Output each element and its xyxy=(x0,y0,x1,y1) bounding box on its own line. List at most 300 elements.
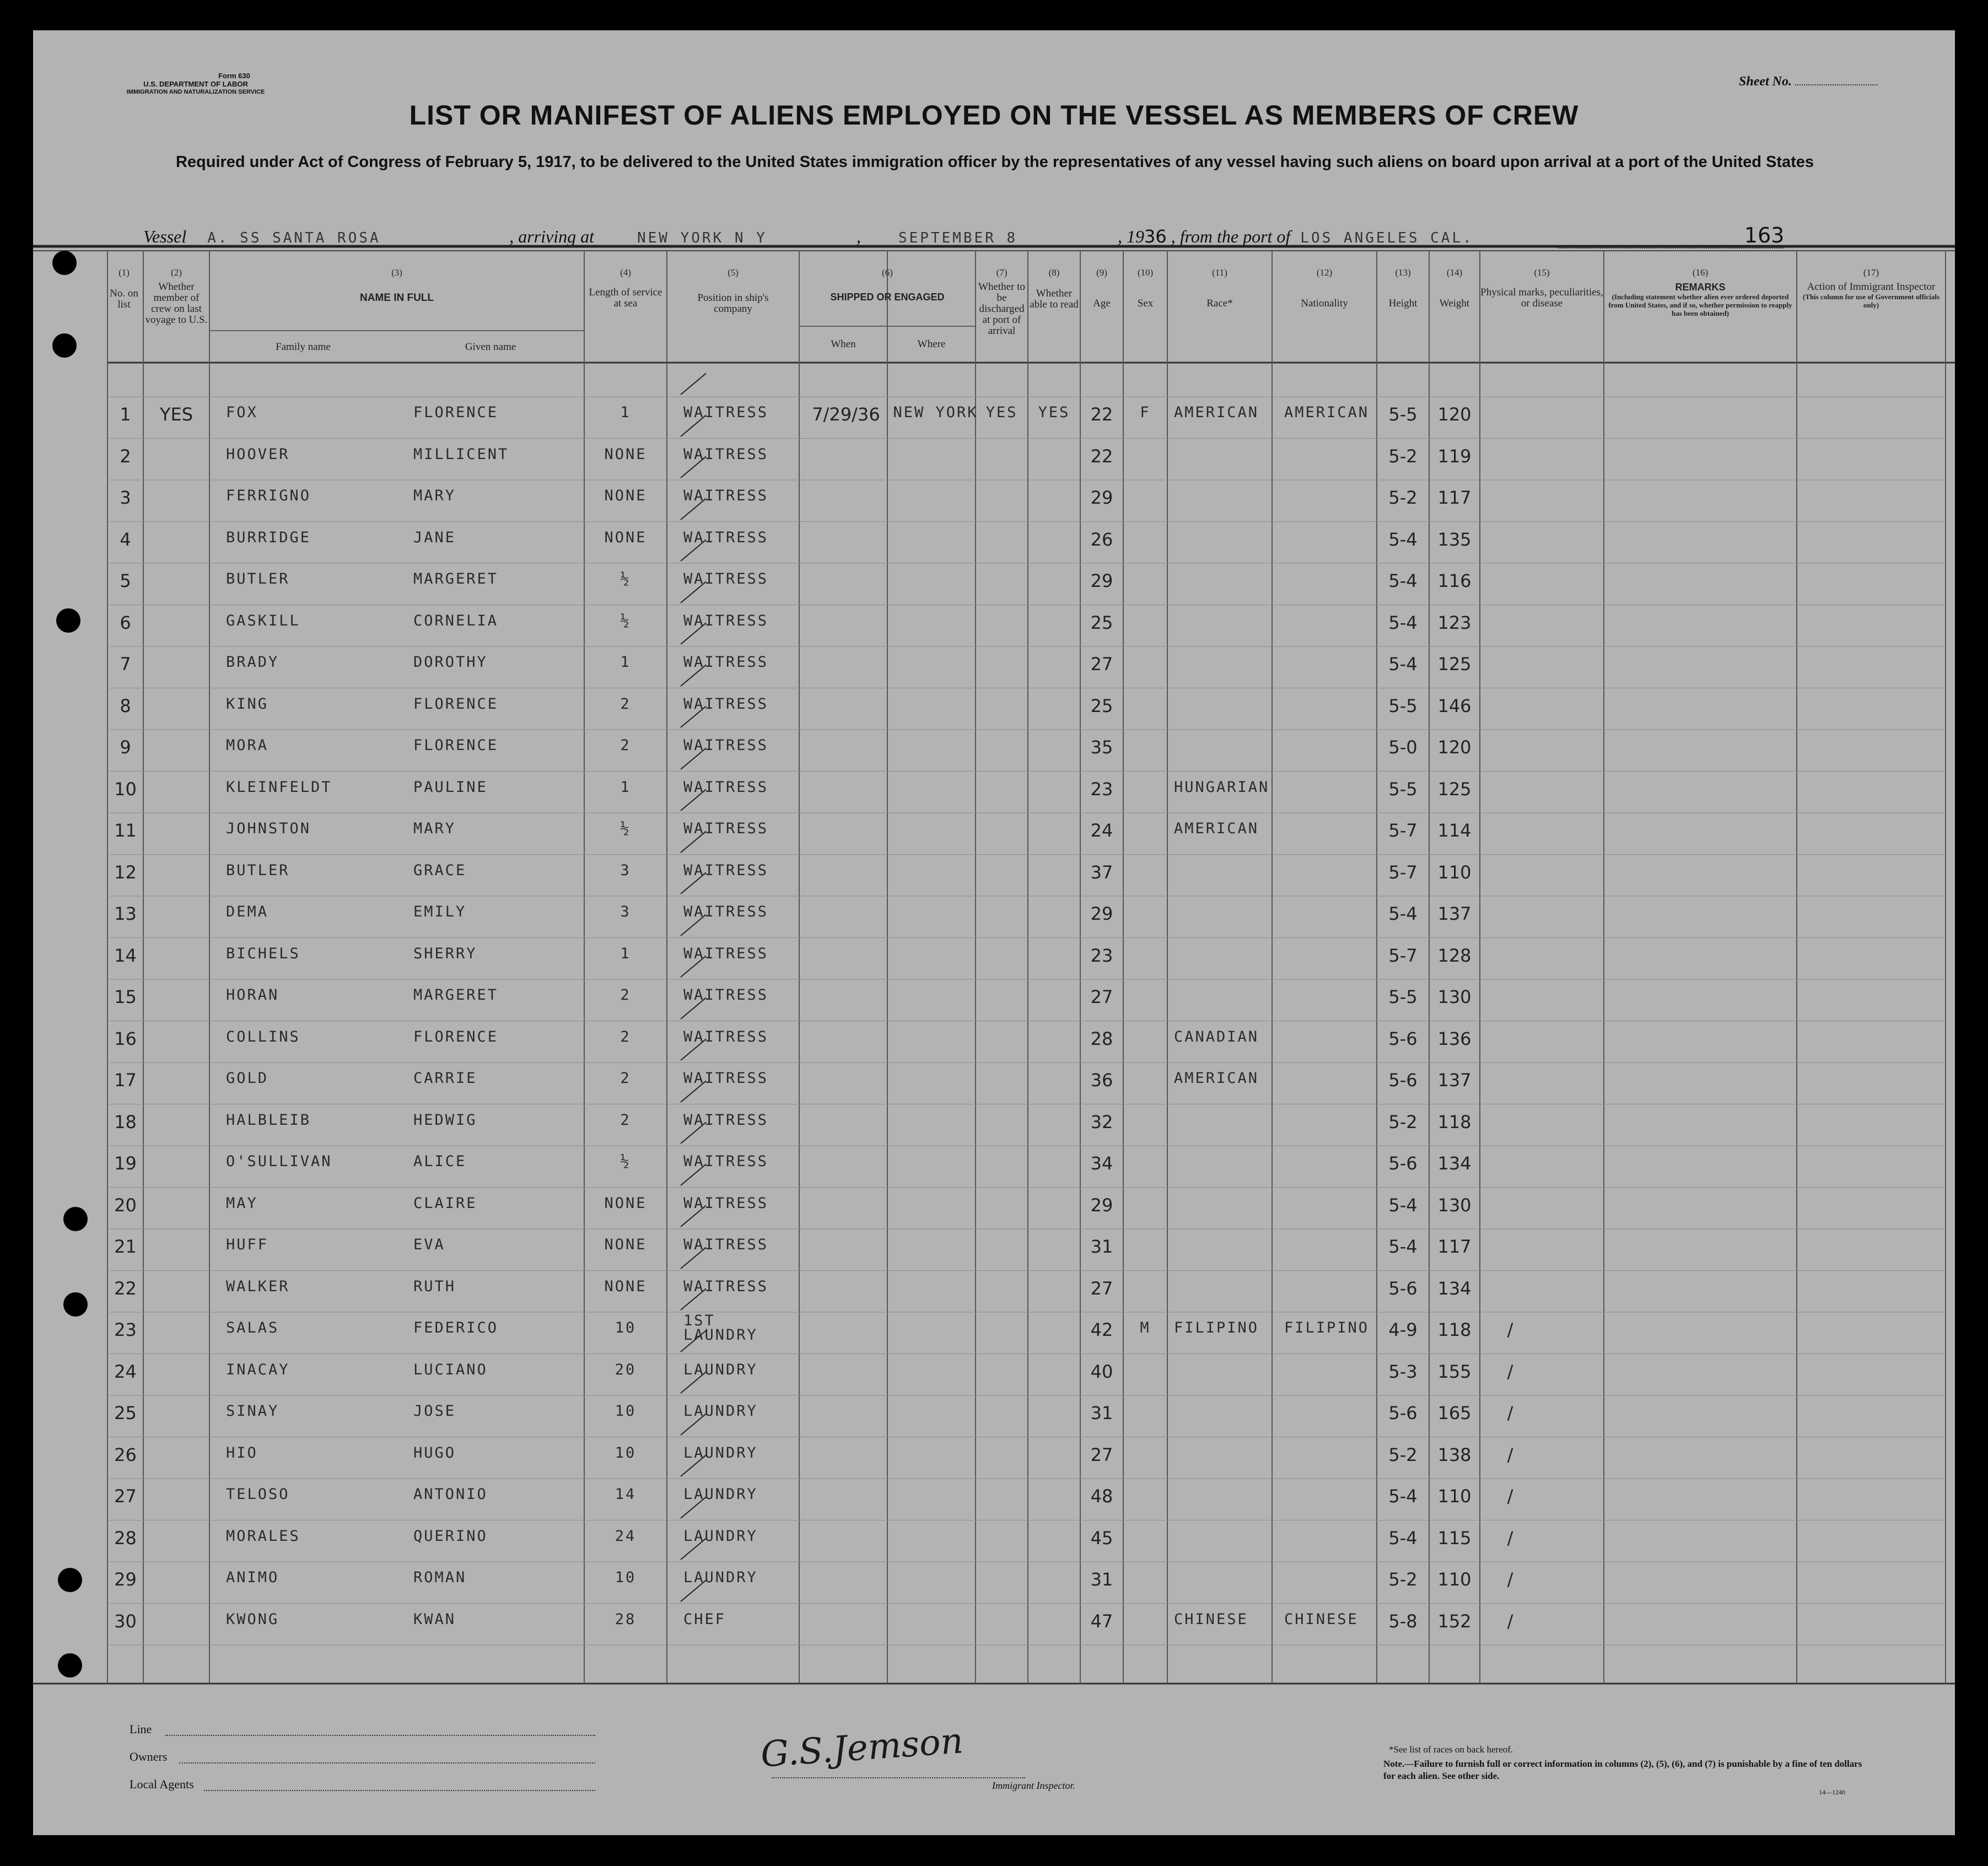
given-name: MARY xyxy=(413,820,456,837)
age: 25 xyxy=(1090,612,1113,633)
service-length: 2 xyxy=(620,1028,631,1045)
service-length: 20 xyxy=(615,1361,637,1378)
family-name: KWONG xyxy=(226,1610,279,1628)
vessel-label: Vessel xyxy=(143,226,187,246)
height: 5-2 xyxy=(1388,445,1418,467)
from-port-label: , from the port of xyxy=(1171,226,1291,246)
footer-owners-field xyxy=(179,1762,595,1763)
height: 5-4 xyxy=(1388,1527,1418,1549)
table-row xyxy=(33,945,1955,987)
service-length: ½ xyxy=(620,570,631,587)
family-name: BURRIDGE xyxy=(226,528,311,546)
given-name: MARGERET xyxy=(413,570,499,587)
department-name: U.S. DEPARTMENT OF LABOR xyxy=(143,80,248,88)
sex: M xyxy=(1140,1319,1151,1336)
position: LAUNDRY xyxy=(683,1486,758,1503)
table-row xyxy=(33,1070,1955,1112)
weight: 115 xyxy=(1437,1527,1472,1549)
age: 36 xyxy=(1090,1070,1113,1091)
table-row xyxy=(33,1528,1955,1570)
age: 27 xyxy=(1090,1277,1113,1299)
position: LAUNDRY xyxy=(683,1444,758,1461)
crew-last-voyage: YES xyxy=(159,404,193,425)
age: 31 xyxy=(1090,1403,1113,1423)
height: 5-6 xyxy=(1388,1028,1418,1049)
manifest-sheet xyxy=(33,30,1955,1835)
service-length: 1 xyxy=(620,654,631,671)
table-row xyxy=(33,487,1955,529)
family-name: KLEINFELDT xyxy=(226,778,332,796)
punch-hole xyxy=(63,1207,88,1231)
service-length: 14 xyxy=(615,1486,637,1503)
family-name: HOOVER xyxy=(226,445,290,463)
given-name: HEDWIG xyxy=(413,1111,477,1129)
height: 5-2 xyxy=(1388,487,1418,508)
age: 27 xyxy=(1090,654,1113,675)
given-name: SHERRY xyxy=(413,945,477,962)
weight: 136 xyxy=(1437,1028,1472,1049)
table-row xyxy=(33,446,1955,488)
weight: 165 xyxy=(1437,1403,1472,1423)
footer-agents-field xyxy=(204,1790,595,1791)
punch-hole xyxy=(52,251,77,275)
weight: 134 xyxy=(1437,1153,1472,1174)
inspector-label: Immigrant Inspector. xyxy=(992,1780,1075,1791)
col7-header: (7) Whether to be discharged at port of arrival xyxy=(978,267,1025,337)
table-row xyxy=(33,1278,1955,1320)
able-to-read: YES xyxy=(1038,404,1070,421)
service-length: 10 xyxy=(615,1569,637,1586)
row-number: 28 xyxy=(114,1527,137,1549)
family-name: FERRIGNO xyxy=(226,487,311,504)
table-row xyxy=(33,570,1955,612)
service-length: 2 xyxy=(620,737,631,754)
weight: 110 xyxy=(1437,1569,1472,1590)
weight: 110 xyxy=(1437,1486,1472,1507)
comma-sep: , xyxy=(856,226,861,246)
family-name: MORALES xyxy=(226,1527,300,1545)
height: 5-4 xyxy=(1388,528,1418,550)
age: 34 xyxy=(1090,1153,1113,1174)
service-length: NONE xyxy=(604,528,647,546)
service-length: NONE xyxy=(604,445,647,463)
row-number: 30 xyxy=(114,1610,137,1632)
service-name: IMMIGRATION AND NATURALIZATION SERVICE xyxy=(126,89,265,95)
family-name: FOX xyxy=(226,404,258,421)
row-number: 26 xyxy=(114,1444,137,1465)
row-number: 1 xyxy=(120,404,131,425)
table-row xyxy=(33,1403,1955,1444)
service-length: 10 xyxy=(615,1403,637,1420)
position: WAITRESS xyxy=(683,1277,769,1295)
weight: 110 xyxy=(1437,861,1472,883)
family-name: GASKILL xyxy=(226,612,300,629)
service-length: 10 xyxy=(615,1444,637,1461)
col5-header: (5) Position in ship's company xyxy=(697,267,769,315)
height: 5-4 xyxy=(1388,570,1418,591)
given-name: MARGERET xyxy=(413,986,499,1004)
table-row xyxy=(33,779,1955,821)
position: WAITRESS xyxy=(683,903,769,920)
weight: 138 xyxy=(1437,1444,1472,1465)
col17-header: (17) Action of Immigrant Inspector (This column for use of Government officials only) xyxy=(1802,267,1940,309)
race: AMERICAN xyxy=(1174,1070,1259,1087)
service-length: ½ xyxy=(620,820,631,837)
family-name: BICHELS xyxy=(226,945,300,962)
age: 40 xyxy=(1090,1361,1113,1382)
given-name: JOSE xyxy=(413,1403,456,1420)
col13-header: (13) Height xyxy=(1388,267,1418,309)
position: LAUNDRY xyxy=(683,1569,758,1586)
given-name: MARY xyxy=(413,487,456,504)
weight: 117 xyxy=(1437,1236,1472,1257)
race: CANADIAN xyxy=(1174,1028,1259,1045)
height: 5-4 xyxy=(1388,1236,1418,1257)
height: 4-9 xyxy=(1388,1319,1418,1340)
col3-family-header: Family name xyxy=(276,341,331,353)
height: 5-5 xyxy=(1388,695,1418,716)
position: WAITRESS xyxy=(683,654,769,671)
race: AMERICAN xyxy=(1174,820,1259,837)
height: 5-0 xyxy=(1388,737,1418,758)
age: 35 xyxy=(1090,737,1113,758)
given-name: JANE xyxy=(413,528,456,546)
table-row xyxy=(33,1153,1955,1195)
position: WAITRESS xyxy=(683,1236,769,1253)
age: 42 xyxy=(1090,1319,1113,1340)
family-name: SINAY xyxy=(226,1403,279,1420)
weight: 146 xyxy=(1437,695,1472,716)
col4-header: (4) Length of service at sea xyxy=(589,267,662,309)
weight: 137 xyxy=(1437,903,1472,924)
inspection-mark: / xyxy=(1507,1569,1513,1590)
form-code: 14—1240 xyxy=(1819,1788,1845,1796)
row-number: 27 xyxy=(114,1486,137,1507)
row-number: 4 xyxy=(120,528,131,550)
service-length: 3 xyxy=(620,861,631,879)
inspection-mark: / xyxy=(1507,1610,1513,1632)
family-name: KING xyxy=(226,695,269,713)
given-name: KWAN xyxy=(413,1610,456,1628)
position: LAUNDRY xyxy=(683,1403,758,1420)
col6-header: (6) SHIPPED OR ENGAGED xyxy=(830,267,945,303)
table-row xyxy=(33,1112,1955,1153)
col15-header: (15) Physical marks, peculiarities, or disease xyxy=(1480,267,1603,309)
races-note: *See list of races on back hereof. xyxy=(1389,1744,1513,1755)
height: 5-6 xyxy=(1388,1070,1418,1091)
position: WAITRESS xyxy=(683,404,769,421)
footer-agents-label: Local Agents xyxy=(130,1777,194,1791)
given-name: ALICE xyxy=(413,1153,467,1170)
height: 5-7 xyxy=(1388,945,1418,966)
height: 5-5 xyxy=(1388,986,1418,1007)
weight: 120 xyxy=(1437,737,1472,758)
inspection-mark: / xyxy=(1507,1444,1513,1465)
age: 29 xyxy=(1090,903,1113,924)
inspection-mark: / xyxy=(1507,1361,1513,1382)
family-name: HIO xyxy=(226,1444,258,1461)
row-number: 10 xyxy=(114,778,137,800)
service-length: NONE xyxy=(604,1236,647,1253)
family-name: BUTLER xyxy=(226,570,290,587)
table-row xyxy=(33,986,1955,1028)
year-prefix: , 19 xyxy=(1117,226,1144,246)
age: 27 xyxy=(1090,986,1113,1007)
nationality: FILIPINO xyxy=(1284,1319,1370,1336)
age: 28 xyxy=(1090,1028,1113,1049)
service-length: 3 xyxy=(620,903,631,920)
nationality: AMERICAN xyxy=(1284,404,1370,421)
given-name: FLORENCE xyxy=(413,695,499,713)
given-name: FLORENCE xyxy=(413,1028,499,1045)
age: 23 xyxy=(1090,945,1113,966)
col2-header: (2) Whether member of crew on last voyage to U.S. xyxy=(145,267,208,326)
row-number: 7 xyxy=(120,654,131,675)
given-name: QUERINO xyxy=(413,1527,488,1545)
punch-hole xyxy=(58,1568,82,1592)
given-name: FLORENCE xyxy=(413,404,499,421)
weight: 130 xyxy=(1437,986,1472,1007)
position: WAITRESS xyxy=(683,945,769,962)
weight: 155 xyxy=(1437,1361,1472,1382)
position: WAITRESS xyxy=(683,487,769,504)
weight: 118 xyxy=(1437,1111,1472,1132)
position: WAITRESS xyxy=(683,986,769,1004)
height: 5-2 xyxy=(1388,1111,1418,1132)
age: 48 xyxy=(1090,1486,1113,1507)
age: 47 xyxy=(1090,1610,1113,1632)
position: WAITRESS xyxy=(683,1028,769,1045)
row-number: 21 xyxy=(114,1236,137,1257)
family-name: HALBLEIB xyxy=(226,1111,311,1129)
family-name: COLLINS xyxy=(226,1028,300,1045)
service-length: 2 xyxy=(620,1111,631,1129)
age: 23 xyxy=(1090,778,1113,800)
table-row xyxy=(33,529,1955,571)
table-row xyxy=(33,1611,1955,1653)
service-length: NONE xyxy=(604,1277,647,1295)
given-name: CARRIE xyxy=(413,1070,477,1087)
service-length: ½ xyxy=(620,612,631,629)
weight: 125 xyxy=(1437,654,1472,675)
service-length: 1 xyxy=(620,778,631,796)
age: 25 xyxy=(1090,695,1113,716)
position: LAUNDRY xyxy=(683,1361,758,1378)
height: 5-8 xyxy=(1388,1610,1418,1632)
family-name: WALKER xyxy=(226,1277,290,1295)
row-number: 23 xyxy=(114,1319,137,1340)
table-row xyxy=(33,903,1955,945)
position: WAITRESS xyxy=(683,445,769,463)
position: WAITRESS xyxy=(683,612,769,629)
family-name: MORA xyxy=(226,737,269,754)
table-row xyxy=(33,404,1955,446)
shipped-when: 7/29/36 xyxy=(812,404,880,425)
age: 27 xyxy=(1090,1444,1113,1465)
col11-header: (11) Race* xyxy=(1206,267,1233,309)
col14-header: (14) Weight xyxy=(1439,267,1470,309)
row-number: 13 xyxy=(114,903,137,924)
table-row xyxy=(33,1312,1955,1361)
height: 5-3 xyxy=(1388,1361,1418,1382)
row-number: 2 xyxy=(120,445,131,467)
family-name: SALAS xyxy=(226,1319,279,1336)
given-name: HUGO xyxy=(413,1444,456,1461)
nationality: CHINESE xyxy=(1284,1610,1359,1628)
age: 31 xyxy=(1090,1236,1113,1257)
document-title: LIST OR MANIFEST OF ALIENS EMPLOYED ON THE VESSEL AS MEMBERS OF CREW xyxy=(409,100,1579,131)
col3-header: (3) NAME IN FULL xyxy=(359,267,434,304)
footer-line-field xyxy=(165,1735,595,1736)
given-name: CORNELIA xyxy=(413,612,499,629)
punch-hole xyxy=(56,608,80,633)
table-row xyxy=(33,612,1955,654)
year-value: 36 xyxy=(1144,226,1167,247)
age: 26 xyxy=(1090,528,1113,550)
family-name: BUTLER xyxy=(226,861,290,879)
sheet-no-label: Sheet No. xyxy=(1739,74,1792,89)
shipped-where: NEW YORK xyxy=(893,404,978,421)
row-number: 8 xyxy=(120,695,131,716)
arriving-label: , arriving at xyxy=(509,226,594,246)
row-number: 25 xyxy=(114,1403,137,1423)
position: WAITRESS xyxy=(683,528,769,546)
service-length: 2 xyxy=(620,1070,631,1087)
age: 29 xyxy=(1090,487,1113,508)
table-row xyxy=(33,1028,1955,1070)
service-length: ½ xyxy=(620,1153,631,1170)
race: FILIPINO xyxy=(1174,1319,1259,1336)
table-row xyxy=(33,820,1955,862)
col1-header: (1) No. on list xyxy=(110,267,138,310)
service-length: 1 xyxy=(620,945,631,962)
age: 22 xyxy=(1090,445,1113,467)
weight: 125 xyxy=(1437,778,1472,800)
row-number: 22 xyxy=(114,1277,137,1299)
given-name: LUCIANO xyxy=(413,1361,488,1378)
inspection-mark: / xyxy=(1507,1527,1513,1549)
race: CHINESE xyxy=(1174,1610,1248,1628)
service-length: 24 xyxy=(615,1527,637,1545)
given-name: PAULINE xyxy=(413,778,488,796)
table-row xyxy=(33,695,1955,737)
table-row xyxy=(33,1236,1955,1278)
age: 29 xyxy=(1090,1194,1113,1216)
height: 5-7 xyxy=(1388,861,1418,883)
height: 5-4 xyxy=(1388,1194,1418,1216)
service-length: 1 xyxy=(620,404,631,421)
height: 5-6 xyxy=(1388,1153,1418,1174)
age: 24 xyxy=(1090,820,1113,841)
position: CHEF xyxy=(683,1610,726,1628)
position: LAUNDRY xyxy=(683,1527,758,1545)
family-name: MAY xyxy=(226,1194,258,1212)
footer-line-label: Line xyxy=(130,1722,152,1736)
col9-header: (9) Age xyxy=(1093,267,1111,309)
row-number: 16 xyxy=(114,1028,137,1049)
weight: 128 xyxy=(1437,945,1472,966)
check-stroke-icon xyxy=(680,373,706,395)
table-row xyxy=(33,654,1955,695)
age: 32 xyxy=(1090,1111,1113,1132)
col10-header: (10) Sex xyxy=(1137,267,1154,309)
position: WAITRESS xyxy=(683,1111,769,1129)
table-row xyxy=(33,1195,1955,1237)
weight: 134 xyxy=(1437,1277,1472,1299)
row-number: 20 xyxy=(114,1194,137,1216)
position: WAITRESS xyxy=(683,695,769,713)
family-name: TELOSO xyxy=(226,1486,290,1503)
given-name: ANTONIO xyxy=(413,1486,488,1503)
age: 45 xyxy=(1090,1527,1113,1549)
family-name: BRADY xyxy=(226,654,279,671)
sex: F xyxy=(1140,404,1151,421)
service-length: 2 xyxy=(620,986,631,1004)
height: 5-4 xyxy=(1388,1486,1418,1507)
row-number: 29 xyxy=(114,1569,137,1590)
col12-header: (12) Nationality xyxy=(1301,267,1348,309)
arrival-date: SEPTEMBER 8 xyxy=(865,230,1113,247)
position: WAITRESS xyxy=(683,861,769,879)
col3-given-header: Given name xyxy=(465,341,516,353)
given-name: FLORENCE xyxy=(413,737,499,754)
position: WAITRESS xyxy=(683,570,769,587)
weight: 123 xyxy=(1437,612,1472,633)
position: WAITRESS xyxy=(683,737,769,754)
table-row xyxy=(33,1361,1955,1403)
row-number: 19 xyxy=(114,1153,137,1174)
table-row xyxy=(33,1444,1955,1486)
family-name: GOLD xyxy=(226,1070,269,1087)
service-length: 10 xyxy=(615,1319,637,1336)
col6-when-header: When xyxy=(831,338,856,350)
weight: 116 xyxy=(1437,570,1472,591)
given-name: CLAIRE xyxy=(413,1194,477,1212)
weight: 117 xyxy=(1437,487,1472,508)
signature-line xyxy=(772,1777,1025,1778)
col8-header: (8) Whether able to read xyxy=(1030,267,1079,310)
weight: 137 xyxy=(1437,1070,1472,1091)
service-length: 2 xyxy=(620,695,631,713)
service-length: NONE xyxy=(604,1194,647,1212)
family-name: JOHNSTON xyxy=(226,820,311,837)
form-number: Form 630 xyxy=(218,72,250,80)
row-number: 24 xyxy=(114,1361,137,1382)
row-number: 6 xyxy=(120,612,131,633)
service-length: NONE xyxy=(604,487,647,504)
family-name: HORAN xyxy=(226,986,279,1004)
table-row xyxy=(33,737,1955,779)
height: 5-4 xyxy=(1388,903,1418,924)
col6-where-header: Where xyxy=(917,338,946,350)
weight: 135 xyxy=(1437,528,1472,550)
position: WAITRESS xyxy=(683,1153,769,1170)
weight: 120 xyxy=(1437,404,1472,425)
crew-table-body xyxy=(33,30,1955,1835)
race: AMERICAN xyxy=(1174,404,1259,421)
age: 37 xyxy=(1090,861,1113,883)
family-name: INACAY xyxy=(226,1361,290,1378)
given-name: EMILY xyxy=(413,903,467,920)
given-name: FEDERICO xyxy=(413,1319,499,1336)
position: WAITRESS xyxy=(683,820,769,837)
given-name: ROMAN xyxy=(413,1569,467,1586)
page-number: 163 xyxy=(1558,223,1784,249)
table-row xyxy=(33,862,1955,904)
age: 22 xyxy=(1090,404,1113,425)
row-number: 5 xyxy=(120,570,131,591)
row-number: 9 xyxy=(120,737,131,758)
